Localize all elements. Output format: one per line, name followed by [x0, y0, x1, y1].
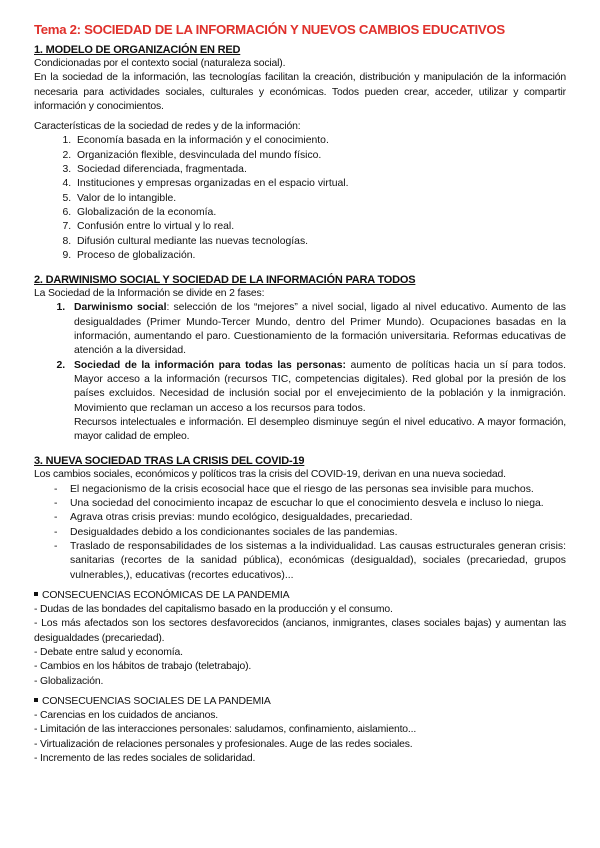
phase-2-extra: Recursos intelectuales e información. El desempleo disminuye según el nivel educativo. A mayor formación, mayor calidad de empleo.: [74, 416, 566, 443]
phase-2-text: aumento de políticas hacia un sí para todos. Mayor acceso a la información (recursos TIC, competencias digitales). Red global por la presión de los países excluidos. Necesidad de inclusión social por el envejecimiento de la población y la inmigración. Movimiento que reclaman un acceso a los recursos para todos.: [74, 359, 567, 414]
list-item: - Incremento de las redes sociales de solidaridad.: [34, 753, 256, 765]
section-1-line: Condicionadas por el contexto social (naturaleza social).: [34, 58, 286, 69]
phases-list: [34, 301, 566, 415]
list-item: 5. Valor de lo intangible.: [74, 192, 566, 206]
phase-item: [68, 359, 566, 416]
list-item: 1. Economía basada en la información y el conocimiento.: [74, 134, 566, 148]
social-consequences-list: [34, 709, 566, 766]
square-bullet-icon: [34, 592, 38, 596]
list-item: - Globalización.: [34, 675, 104, 687]
phase-1-text: : selección de los “mejores” a nivel social, ligado al nivel educativo. Aumento de las desigualdades (Primer Mundo-Tercer Mundo, dentro del Primer Mundo). Ocupaciones basadas en la información, aumentando el paro. Cuestionamiento de la formación universitaria. Reformas educativas de atención a la diversidad.: [74, 302, 566, 357]
phase-2-label: Sociedad de la información para todas las personas:: [74, 359, 346, 371]
document-page: [34, 22, 566, 766]
economic-consequences-list: [34, 603, 566, 689]
list-item: 4. Instituciones y empresas organizadas en el espacio virtual.: [74, 177, 566, 191]
list-item: - Debate entre salud y economía.: [34, 646, 183, 658]
list-item: - Cambios en los hábitos de trabajo (teletrabajo).: [34, 661, 252, 673]
section-1-paragraph: En la sociedad de la información, las tecnologías facilitan la creación, distribución y manipulación de la información necesaria para actividades sociales, culturales y económicas. Todos pueden crear, acceder, utilizar y compartir información y conocimientos.: [34, 72, 566, 112]
section-1-heading: 1. MODELO DE ORGANIZACIÓN EN RED: [34, 44, 241, 56]
social-heading-text: CONSECUENCIAS SOCIALES DE LA PANDEMIA: [42, 695, 271, 707]
list-item: 8. Difusión cultural mediante las nuevas tecnologías.: [74, 235, 566, 249]
economic-heading-text: CONSECUENCIAS ECONÓMICAS DE LA PANDEMIA: [42, 589, 290, 601]
list-item: 2. Organización flexible, desvinculada del mundo físico.: [74, 149, 566, 163]
document-title: Tema 2: SOCIEDAD DE LA INFORMACIÓN Y NUEVOS CAMBIOS EDUCATIVOS: [34, 22, 505, 37]
list-item: - Desigualdades debido a los condicionantes sociales de las pandemias.: [58, 526, 566, 540]
phase-item: [68, 301, 566, 358]
section-3-heading: 3. NUEVA SOCIEDAD TRAS LA CRISIS DEL COVID-19: [34, 455, 305, 468]
list-item: - Traslado de responsabilidades de los sistemas a la individualidad. Las causas estructurales generan crisis: sanitarias (recortes de la sanidad pública), económicas (desigualdad), sociales (precariedad, grupos vulnerables,), educativas (recortes educativos)...: [58, 540, 566, 583]
list-item: 3. Sociedad diferenciada, fragmentada.: [74, 163, 566, 177]
list-item: - Carencias en los cuidados de ancianos.: [34, 710, 219, 722]
list-item: - Agrava otras crisis previas: mundo ecológico, desigualdades, precariedad.: [58, 511, 566, 525]
section-2-heading: 2. DARWINISMO SOCIAL Y SOCIEDAD DE LA INFORMACIÓN PARA TODOS: [34, 274, 416, 287]
list-item: - Los más afectados son los sectores desfavorecidos (ancianos, inmigrantes, clases sociales bajas) y aumentan las desigualdades (precariedad).: [34, 618, 566, 644]
square-bullet-icon: [34, 698, 38, 702]
section-3-intro: Los cambios sociales, económicos y políticos tras la crisis del COVID-19, derivan en una nueva sociedad.: [34, 469, 506, 481]
list-item: - Virtualización de relaciones personales y profesionales. Auge de las redes sociales.: [34, 738, 413, 750]
list-item: - El negacionismo de la crisis ecosocial hace que el riesgo de las personas sea invisible para muchos.: [58, 483, 566, 497]
list-item: 9. Proceso de globalización.: [74, 249, 566, 263]
section-2-intro: La Sociedad de la Información se divide en 2 fases:: [34, 288, 265, 300]
covid-list: [34, 483, 566, 583]
characteristics-list: [34, 134, 566, 263]
phase-1-label: Darwinismo social: [74, 302, 167, 314]
list-item: - Una sociedad del conocimiento incapaz de escuchar lo que el conocimiento desvela e incluso lo niega.: [58, 497, 566, 511]
list-item: 7. Confusión entre lo virtual y lo real.: [74, 220, 566, 234]
list-item: 6. Globalización de la economía.: [74, 206, 566, 220]
social-consequences-heading: [34, 695, 566, 709]
list-item: - Dudas de las bondades del capitalismo basado en la producción y el consumo.: [34, 604, 393, 616]
list-item: - Limitación de las interacciones personales: saludamos, confinamiento, aislamiento...: [34, 724, 417, 736]
section-1-list-intro: Características de la sociedad de redes y de la información:: [34, 121, 301, 133]
economic-consequences-heading: [34, 589, 566, 603]
